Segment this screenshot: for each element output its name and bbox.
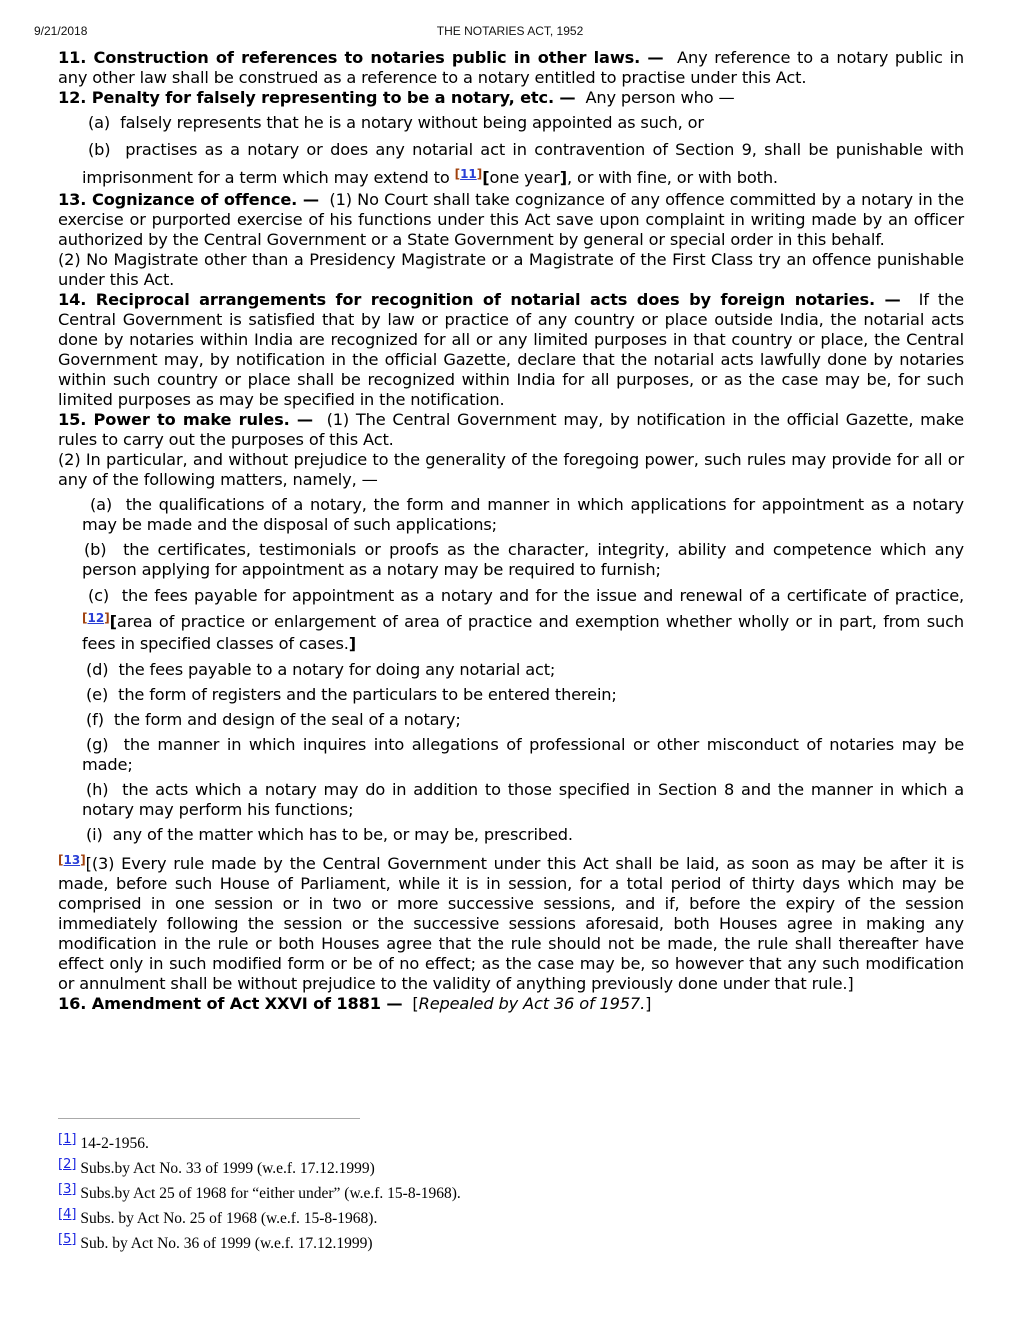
section-16-text: Repealed by Act 36 of 1957. [418, 994, 646, 1013]
section-15-subsection-2: (2) In particular, and without prejudice to the generality of the foregoing power, such rules may provide for all or any of the following matters, namely, — [58, 450, 964, 489]
document-title: THE NOTARIES ACT, 1952 [436, 24, 584, 38]
section-13-subsection-2: (2) No Magistrate other than a Presidency Magistrate or a Magistrate of the First Class try an offence punishable under this Act. [58, 250, 964, 289]
section-11-heading: 11. Construction of references to notaries public in other laws. — [58, 48, 664, 67]
clause-b-text: (b) practises as a notary or does any notarial act in contravention of Section 9, shall be punishable with imprisonment for a term which may extend to [82, 140, 964, 187]
section-12 [58, 88, 964, 108]
print-date: 9/21/2018 [34, 24, 88, 38]
inserted-text: area of practice or enlargement of area of practice and exemption whether wholly or in part, from such fees in specified classes of cases. [82, 612, 964, 653]
section-13-subsection-1: (1) No Court shall take cognizance of any offence committed by a notary in the exercise or purported exercise of his functions under this Act save upon complaint in writing made by an officer authorized by the Central Government or a State Government by general or special order in this behalf. [58, 190, 964, 249]
section-15-clause-g: (g) the manner in which inquires into allegations of professional or other misconduct of notaries may be made; [82, 735, 964, 774]
section-15-clause-h: (h) the acts which a notary may do in addition to those specified in Section 8 and the manner in which a notary may perform his functions; [82, 780, 964, 819]
section-15-clause-b: (b) the certificates, testimonials or proofs as the character, integrity, ability and competence which any person applying for appointment as a notary may be required to furnish; [82, 540, 964, 579]
footnote-divider [58, 1118, 360, 1119]
footnotes [58, 1118, 478, 1252]
footnote-ref-11[interactable]: [11] [454, 167, 483, 181]
section-15-heading: 15. Power to make rules. — [58, 410, 313, 429]
section-15-clause-d: (d) the fees payable to a notary for doing any notarial act; [86, 660, 556, 679]
section-14-heading: 14. Reciprocal arrangements for recognition of notarial acts does by foreign notaries. — [58, 290, 901, 309]
section-15-clause-i: (i) any of the matter which has to be, or may be, prescribed. [86, 825, 573, 844]
page-header [0, 24, 1020, 40]
section-13 [58, 190, 964, 250]
footnote-ref-number[interactable]: 13 [63, 853, 81, 867]
footnote-text: Subs.by Act No. 33 of 1999 (w.e.f. 17.12.1999) [80, 1160, 375, 1177]
footnote-item [58, 1177, 478, 1202]
section-14-text: If the Central Government is satisfied that by law or practice of any country or place outside India, the notarial acts done by notaries within India are recognized for all or any limited purposes in that country or place, the Central Government may, by notification in the official Gazette, declare that the notarial acts lawfully done by notaries within such country or place shall be recognized within India for all purposes, or as the case may be, for such limited purposes as may be specified in the notification. [58, 290, 964, 409]
section-15 [58, 410, 964, 450]
section-12-clause-b: (b) practises as a notary or does any notarial act in contravention of Section 9, shall be punishable with imprisonment for a term which may extend to [11][one year], or with fine, or with both. [82, 140, 964, 187]
footnote-link[interactable]: [5] [58, 1232, 77, 1247]
footnote-link[interactable]: [2] [58, 1157, 77, 1172]
subsection-3-text: [(3) Every rule made by the Central Government under this Act shall be laid, as soon as may be after it is made, before such House of Parliament, while it is in session, for a total period of thirty days which may be comprised in one session or in two or more successive sessions, and if, before the expiry of the session immediately following the session or the successive sessions aforesaid, both Houses agree in making any modification in the rule or both Houses agree that the rule should not be made, the rule shall thereafter have effect only in such modified form or be of no effect; as the case may be, so however that any such modification or annulment shall be without prejudice to the validity of anything previously done under that rule.] [58, 854, 964, 993]
section-15-clause-e: (e) the form of registers and the particulars to be entered therein; [86, 685, 617, 704]
section-15-clause-a: (a) the qualifications of a notary, the form and manner in which applications for appointment as a notary may be made and the disposal of such applications; [82, 495, 964, 534]
section-11 [58, 48, 964, 88]
section-15-subsection-3 [58, 850, 964, 994]
section-14 [58, 290, 964, 410]
section-15-subsection-1: (1) The Central Government may, by notification in the official Gazette, make rules to carry out the purposes of this Act. [58, 410, 964, 449]
section-12-clause-a: (a) falsely represents that he is a notary without being appointed as such, or [88, 113, 704, 132]
footnote-text: Subs.by Act 25 of 1968 for “either under” (w.e.f. 15-8-1968). [80, 1185, 461, 1202]
footnote-ref-number[interactable]: 12 [87, 611, 105, 625]
clause-b-tail: , or with fine, or with both. [566, 168, 778, 187]
section-13-heading: 13. Cognizance of offence. — [58, 190, 319, 209]
footnote-link[interactable]: [1] [58, 1132, 77, 1147]
footnote-ref-13[interactable]: [13] [58, 853, 86, 867]
footnote-item [58, 1152, 478, 1177]
footnote-text: 14-2-1956. [80, 1135, 149, 1152]
footnote-item [58, 1227, 478, 1252]
footnote-item [58, 1202, 478, 1227]
section-15-clause-f: (f) the form and design of the seal of a notary; [86, 710, 461, 729]
section-11-text: Any reference to a notary public in any other law shall be construed as a reference to a notary entitled to practise under this Act. [58, 48, 964, 87]
footnote-text: Sub. by Act No. 36 of 1999 (w.e.f. 17.12.1999) [80, 1235, 373, 1252]
footnote-ref-number[interactable]: 11 [460, 167, 477, 181]
section-16-heading: 16. Amendment of Act XXVI of 1881 — [58, 994, 403, 1013]
inserted-text: one year [489, 168, 560, 187]
footnote-ref-12[interactable]: [12] [82, 611, 110, 625]
clause-c-text: (c) the fees payable for appointment as a notary and for the issue and renewal of a certificate of practice, [88, 586, 964, 605]
section-15-clause-c: (c) the fees payable for appointment as a notary and for the issue and renewal of a certificate of practice, [12][area of practice or enlargement of area of practice and exemption whether wholly or in part, from such fees in specified classes of cases.] [82, 586, 964, 653]
footnote-text: Subs. by Act No. 25 of 1968 (w.e.f. 15-8-1968). [80, 1210, 378, 1227]
section-12-text: Any person who — [585, 88, 735, 107]
document-body [58, 48, 964, 1014]
footnote-link[interactable]: [4] [58, 1207, 77, 1222]
section-12-heading: 12. Penalty for falsely representing to be a notary, etc. — [58, 88, 576, 107]
footnote-item [58, 1127, 478, 1152]
section-16: 16. Amendment of Act XXVI of 1881 — [Repealed by Act 36 of 1957.] [58, 994, 652, 1013]
footnote-link[interactable]: [3] [58, 1182, 77, 1197]
